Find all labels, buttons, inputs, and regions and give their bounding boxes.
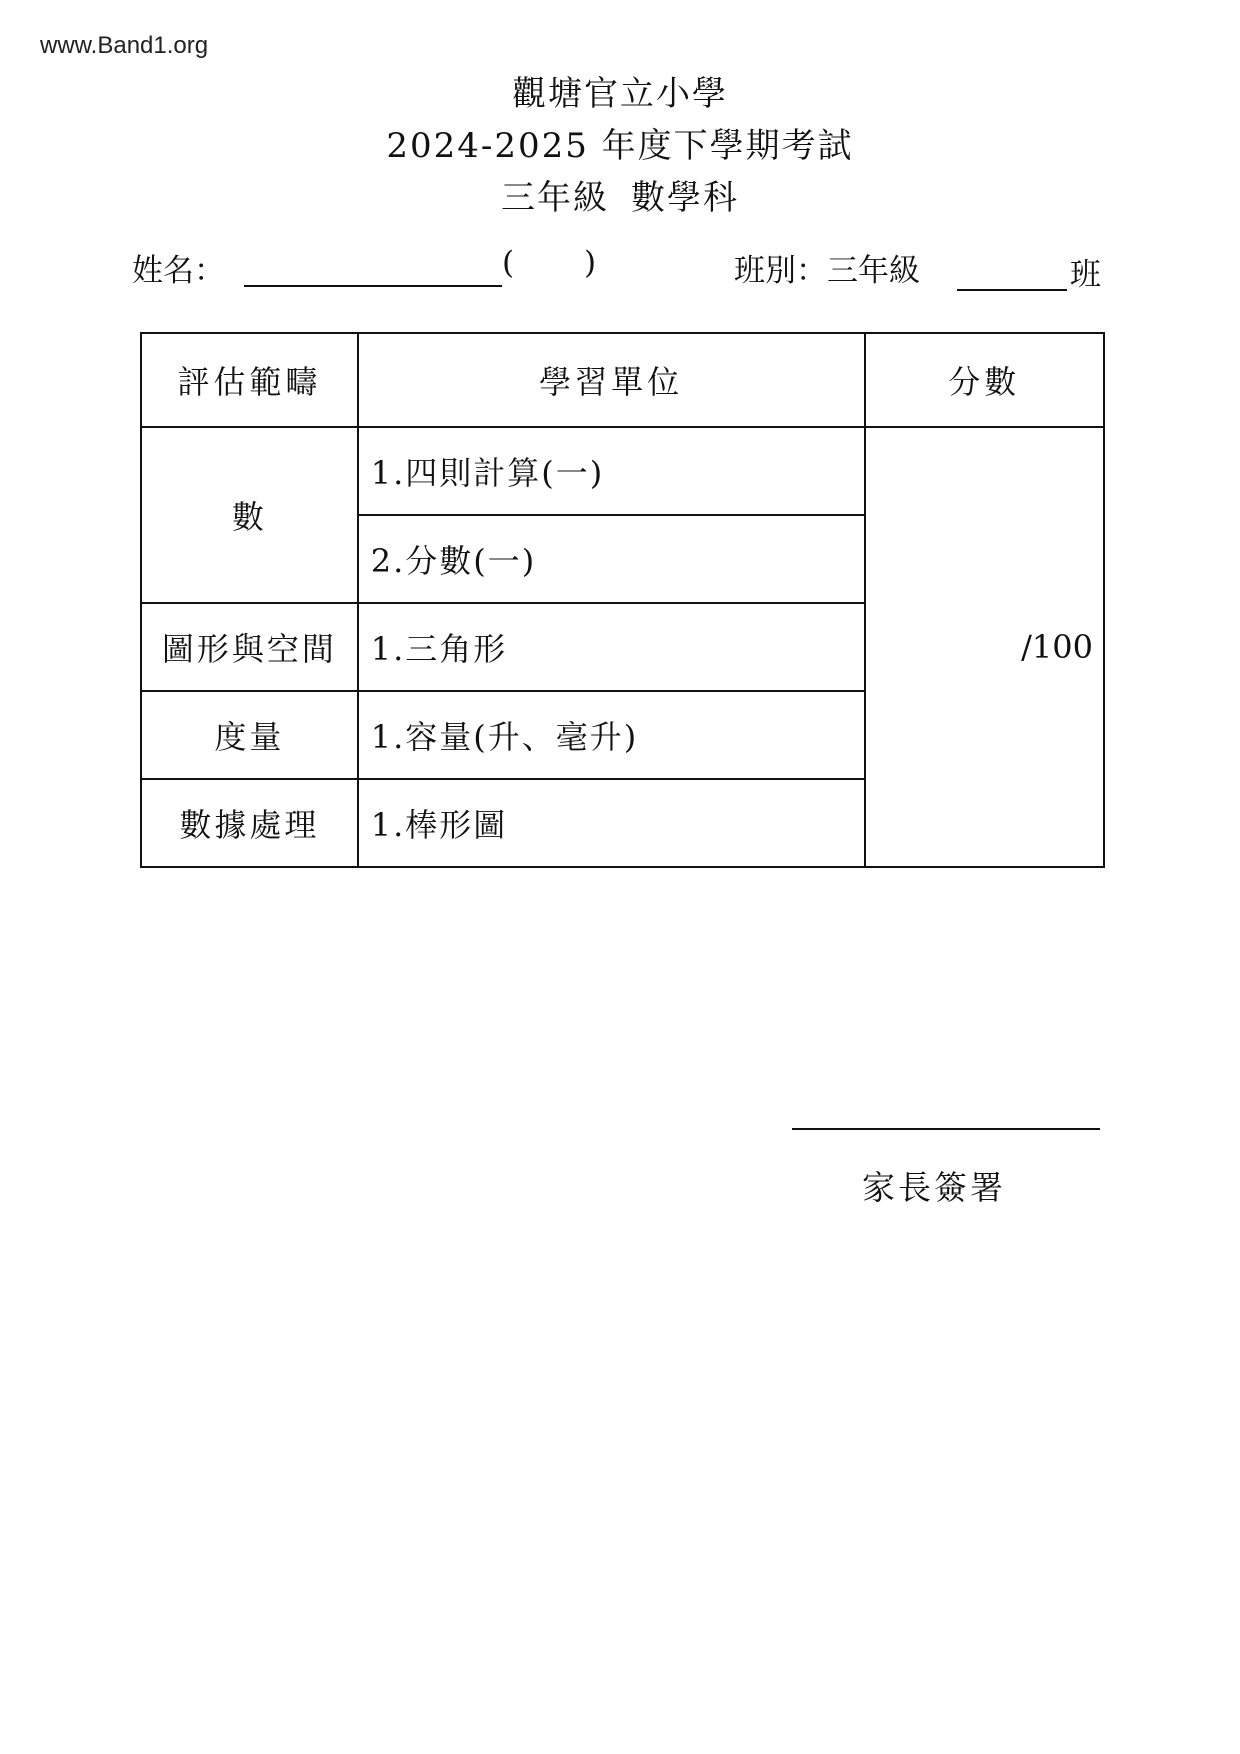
area-number: 數 [141, 427, 358, 603]
site-watermark: www.Band1.org [40, 32, 209, 59]
table-header-row [141, 333, 1104, 427]
parent-signature-line[interactable] [792, 1128, 1100, 1130]
unit-cell: 1.三角形 [358, 603, 865, 691]
header-unit: 學習單位 [358, 333, 865, 427]
exam-header [0, 68, 1240, 224]
class-number-blank[interactable] [516, 245, 582, 285]
class-number-paren-close: ) [584, 245, 597, 281]
name-blank[interactable] [244, 245, 502, 287]
parent-signature-label: 家長簽署 [862, 1168, 1006, 1207]
area-measure: 度量 [141, 691, 358, 779]
class-blank[interactable] [957, 249, 1067, 291]
area-data-handling: 數據處理 [141, 779, 358, 867]
class-label: 班別：三年級 [734, 253, 920, 289]
subject-label: 數學科 [631, 178, 739, 218]
unit-cell: 1.棒形圖 [358, 779, 865, 867]
unit-cell: 1.容量(升、毫升) [358, 691, 865, 779]
exam-title: 2024-2025 年度下學期考試 [386, 126, 854, 166]
grade-subject [0, 172, 1240, 224]
area-shape-space: 圖形與空間 [141, 603, 358, 691]
class-suffix: 班 [1070, 257, 1101, 293]
header-score: 分數 [865, 333, 1104, 427]
grade-label: 三年級 [501, 178, 609, 218]
class-number-paren-open: ( [502, 245, 515, 281]
student-info-row [132, 245, 1112, 293]
unit-cell: 1.四則計算(一) [358, 427, 865, 515]
score-total: /100 [865, 427, 1104, 867]
unit-cell: 2.分數(一) [358, 515, 865, 603]
table-row [141, 427, 1104, 515]
header-area: 評估範疇 [141, 333, 358, 427]
assessment-table [140, 332, 1105, 868]
school-name: 觀塘官立小學 [512, 74, 728, 114]
name-label: 姓名： [132, 253, 225, 289]
